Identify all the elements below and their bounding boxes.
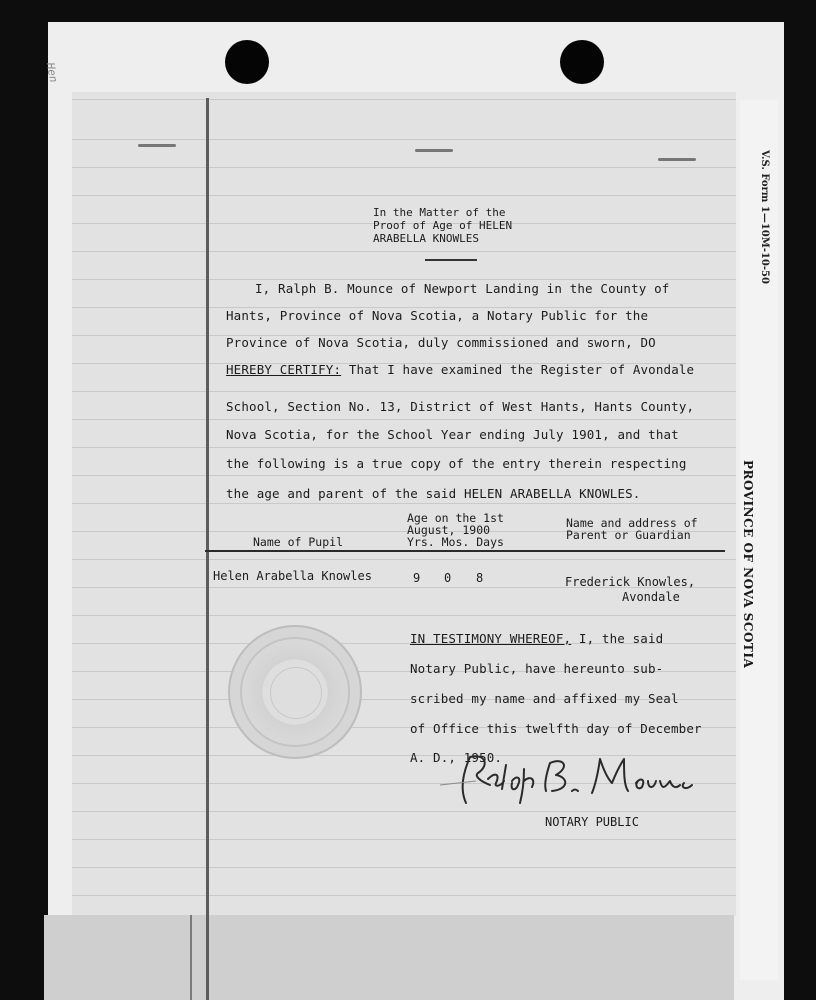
parent-address-cell: Avondale [622,590,680,604]
certificate-line: I, Ralph B. Mounce of Newport Landing in the County of [255,281,670,296]
caption-rule [425,259,477,261]
province-side-label: PROVINCE OF NOVA SCOTIA [741,460,755,669]
age-days-cell: 8 [476,571,484,585]
punch-hole [225,40,269,84]
certify-phrase: HEREBY CERTIFY: [226,362,342,377]
certificate-line: the following is a true copy of the entry therein respecting [226,456,687,471]
seal-center [270,667,322,719]
pupil-name-cell: Helen Arabella Knowles [213,569,372,583]
certificate-line: Province of Nova Scotia, duly commissioned and sworn, DO [226,335,656,350]
certificate-line: Hants, Province of Nova Scotia, a Notary Public for the [226,308,649,323]
certificate-line: Nova Scotia, for the School Year ending July 1901, and that [226,427,679,442]
testimony-phrase: IN TESTIMONY WHEREOF, [410,631,572,646]
age-years-cell: 9 [413,571,421,585]
table-header-rule [205,550,725,552]
staple-mark [138,144,176,147]
age-months-cell: 0 [444,571,452,585]
embossed-notary-seal [228,625,362,759]
certificate-line-text: That I have examined the Register of Avondale [348,362,695,377]
certificate-line [226,362,694,377]
pencil-margin-note: Hen [43,61,61,84]
col-header-pupil: Name of Pupil [253,535,344,549]
certificate-line: the age and parent of the said HELEN ARABELLA KNOWLES. [226,486,641,501]
staple-mark [415,149,453,152]
testimony-line-text: I, the said [578,631,664,646]
testimony-line: A. D., 1950. [410,750,503,765]
handwritten-signature [440,745,710,815]
testimony-line [410,631,663,646]
form-code: V.S. Form 1—10M-10-50 [759,150,770,284]
testimony-line: Notary Public, have hereunto sub- [410,661,664,676]
testimony-line: of Office this twelfth day of December [410,721,702,736]
matter-caption: In the Matter of the Proof of Age of HELEN ARABELLA KNOWLES [373,206,513,245]
col-header-parent: Name and address of Parent or Guardian [566,516,698,542]
parent-name-cell: Frederick Knowles, [565,575,696,589]
staple-mark [658,158,696,161]
margin-rule-lower [190,915,192,1000]
sheet-bottom-edge [44,915,734,1000]
col-header-age: Age on the 1st August, 1900 Yrs. Mos. Days [407,511,504,549]
margin-rule [206,98,209,1000]
punch-hole [560,40,604,84]
notary-public-title: NOTARY PUBLIC [545,815,639,829]
testimony-line: scribed my name and affixed my Seal [410,691,679,706]
certificate-line: School, Section No. 13, District of West Hants, Hants County, [226,399,695,414]
